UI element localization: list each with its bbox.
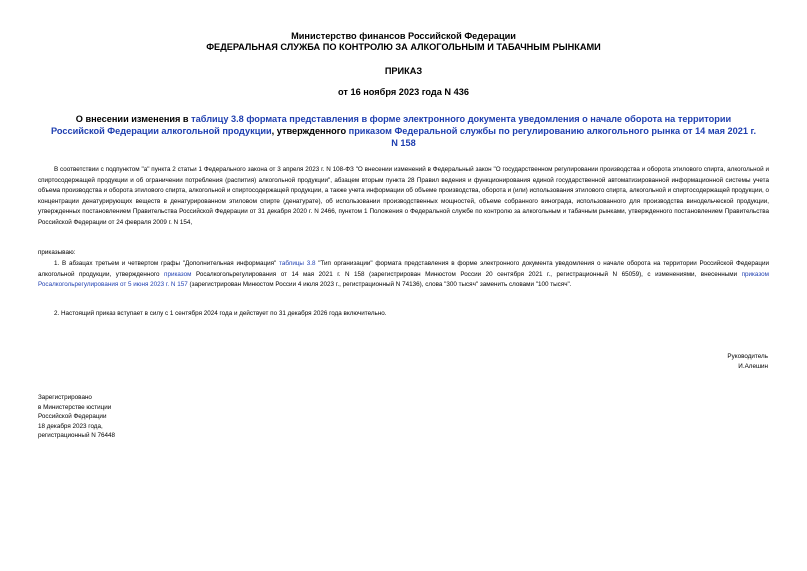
- doc-type: ПРИКАЗ: [384, 66, 423, 76]
- doc-date-number: от 16 ноября 2023 года N 436: [338, 87, 469, 97]
- ministry-name: Министерство финансов Российской Федерации: [291, 31, 516, 41]
- item-1-paragraph: [38, 259, 769, 291]
- registration-line: Российской Федерации: [38, 413, 107, 421]
- registration-line: регистрационный N 76448: [38, 432, 116, 440]
- signature-name: И.Алешин: [738, 362, 768, 370]
- item1-text-2: "Тип организации" формата представления в форме электронного документа уведомления о начале оборота на территории Российской Федерации алкогольной продукции, утвержденного: [38, 260, 769, 278]
- registration-line: Зарегистрировано: [38, 394, 92, 401]
- item1-link-table[interactable]: таблицы 3.8: [279, 260, 316, 267]
- registration-block: [38, 393, 238, 441]
- item-2-paragraph: 2. Настоящий приказ вступает в силу с 1 сентября 2024 года и действует по 31 декабря 2026 года включительно.: [54, 310, 387, 317]
- registration-line: в Министерстве юстиции: [38, 403, 112, 411]
- item1-link-amendment[interactable]: приказом Росалкогольрегулирования от 5 июня 2023 г. N 157: [38, 270, 769, 288]
- preamble-paragraph: В соответствии с подпунктом "а" пункта 2 статьи 1 Федерального закона от 3 апреля 2023 г. N 108-ФЗ "О внесении изменений в Федеральный закон "О государственном регулировании производства и оборота этилового спирта, алкогольной и спиртосодержащей продукции и об ограничении потребления (распития) алкогольной продукции", абзацем вторым пункта 28 Правил ведения и функционирования единой государственной автоматизированной информационной системы учета объема производства и оборота этилового спирта, алкогольной и спиртосодержащей продукции, а также учета информации об объеме производства, оборота и (или) использования этилового спирта, алкогольной и спиртосодержащей продукции, о концентрации денатурирующих веществ в денатурированном этиловом спирте (денатурате), об использовании производственных мощностей, объеме собранного винограда, использованного для производства винодельческой продукции, утвержденных постановлением Правительства Российской Федерации от 31 декабря 2020 г. N 2466, пунктом 1 Положения о Федеральной службе по контролю за алкогольным и табачным рынками, утвержденного постановлением Правительства Российской Федерации от 24 февраля 2009 г. N 154,: [38, 166, 769, 226]
- item1-text-4: (зарегистрирован Минюстом России 4 июля 2023 г., регистрационный N 74136), слова "300 тысяч" заменить словами "100 тысяч".: [187, 281, 572, 288]
- signature-position: Руководитель: [727, 353, 768, 360]
- item1-link-order[interactable]: приказом: [164, 270, 192, 278]
- title-link-table[interactable]: таблицу 3.8 формата представления в форме электронного документа уведомления о начале оборота на территории Российской Федерации алкогольной продукции: [51, 114, 732, 136]
- order-word: приказываю:: [38, 249, 76, 256]
- title-text-1: О внесении изменения в: [75, 114, 192, 124]
- title-link-order[interactable]: приказом Федеральной службы по регулированию алкогольного рынка от 14 мая 2021 г. N 158: [348, 126, 756, 148]
- service-name: ФЕДЕРАЛЬНАЯ СЛУЖБА ПО КОНТРОЛЮ ЗА АЛКОГОЛЬНЫМ И ТАБАЧНЫМ РЫНКАМИ: [206, 42, 601, 52]
- title-text-2: , утвержденного: [271, 126, 349, 136]
- registration-line: 18 декабря 2023 года,: [38, 422, 103, 430]
- item1-text-3: Росалкогольрегулирования от 14 мая 2021 г. N 158 (зарегистрирован Минюстом России 20 сентября 2021 г., регистрационный N 65059), с изменениями, внесенными: [191, 270, 742, 278]
- signature-block: [648, 352, 768, 371]
- doc-title: [50, 113, 757, 149]
- item1-text-1: 1. В абзацах третьем и четвертом графы "Дополнительная информация": [54, 260, 279, 267]
